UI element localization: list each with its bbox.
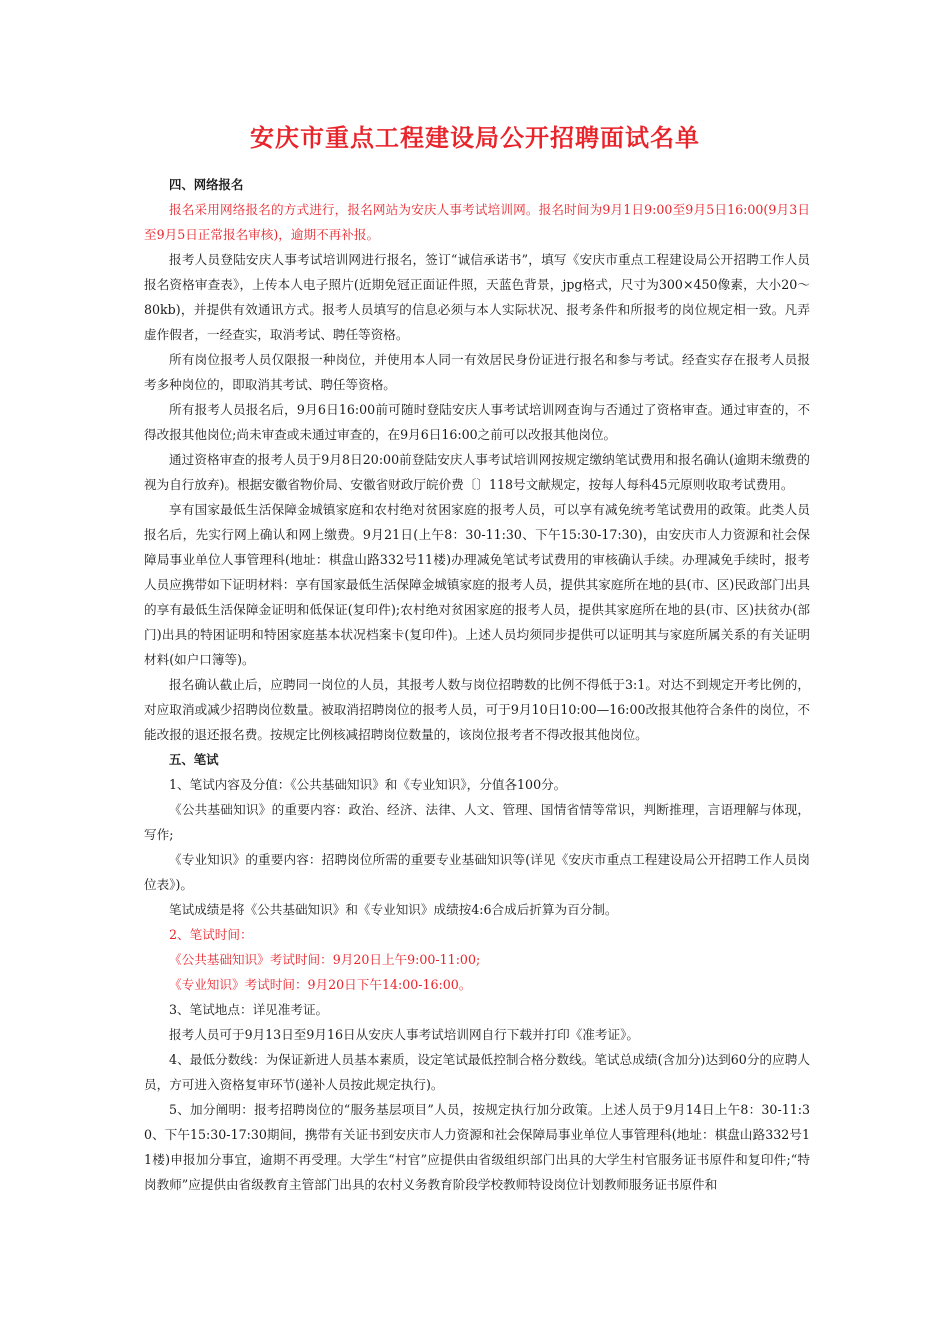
paragraph: 享有国家最低生活保障金城镇家庭和农村绝对贫困家庭的报考人员，可以享有减免统考笔试费用的政策。此类人员报名后，先实行网上确认和网上缴费。9月21日(上午8：30-11:30、下午15:30-17:30)，由安庆市人力资源和社会保障局事业单位人事管理科(地址：棋盘山路332号11楼)办理减免笔试考试费用的审核确认手续。办理减免手续时，报考人员应携带如下证明材料：享有国家最低生活保障金城镇家庭的报考人员，提供其家庭所在地的县(市、区)民政部门出具的享有最低生活保障金证明和低保证(复印件);农村绝对贫困家庭的报考人员，提供其家庭所在地的县(市、区)扶贫办(部门)出具的特困证明和特困家庭基本状况档案卡(复印件)。上述人员均须同步提供可以证明其与家庭所属关系的有关证明材料(如户口簿等)。 bbox=[144, 502, 810, 667]
paragraph: 《专业知识》的重要内容：招聘岗位所需的重要专业基础知识等(详见《安庆市重点工程建设局公开招聘工作人员岗位表》)。 bbox=[144, 852, 810, 892]
paragraph: 笔试成绩是将《公共基础知识》和《专业知识》成绩按4:6合成后折算为百分制。 bbox=[169, 902, 618, 917]
paragraph: 报名采用网络报名的方式进行，报名网站为安庆人事考试培训网。报名时间为9月1日9:00至9月5日16:00(9月3日至9月5日正常报名审核)，逾期不再补报。 bbox=[144, 202, 810, 242]
paragraph: 5、加分阐明：报考招聘岗位的“服务基层项目”人员，按规定执行加分政策。上述人员于9月14日上午8：30-11:30、下午15:30-17:30期间，携带有关证书到安庆市人力资源和社会保障局事业单位人事管理科(地址：棋盘山路332号11楼)申报加分事宜，逾期不再受理。大学生“村官”应提供由省级组织部门出具的大学生村官服务证书原件和复印件;“特岗教师”应提供由省级教育主管部门出具的农村义务教育阶段学校教师特设岗位计划教师服务证书原件和 bbox=[144, 1102, 810, 1192]
document-body bbox=[144, 172, 810, 1197]
page-title: 安庆市重点工程建设局公开招聘面试名单 bbox=[250, 123, 700, 152]
paragraph: 《专业知识》考试时间：9月20日下午14:00-16:00。 bbox=[169, 977, 472, 992]
paragraph: 《公共基础知识》的重要内容：政治、经济、法律、人文、管理、国情省情等常识，判断推理，言语理解与体现，写作; bbox=[144, 802, 810, 842]
paragraph: 4、最低分数线：为保证新进人员基本素质，设定笔试最低控制合格分数线。笔试总成绩(含加分)达到60分的应聘人员，方可进入资格复审环节(递补人员按此规定执行)。 bbox=[144, 1052, 810, 1092]
paragraph: 所有报考人员报名后，9月6日16:00前可随时登陆安庆人事考试培训网查询与否通过了资格审查。通过审查的，不得改报其他岗位;尚未审查或未通过审查的，在9月6日16:00之前可以改报其他岗位。 bbox=[144, 402, 810, 442]
section-heading: 五、笔试 bbox=[169, 752, 219, 767]
paragraph: 2、笔试时间： bbox=[169, 927, 253, 942]
paragraph: 《公共基础知识》考试时间：9月20日上午9:00-11:00; bbox=[169, 952, 481, 967]
paragraph: 1、笔试内容及分值：《公共基础知识》和《专业知识》，分值各100分。 bbox=[169, 777, 567, 792]
paragraph: 通过资格审查的报考人员于9月8日20:00前登陆安庆人事考试培训网按规定缴纳笔试费用和报名确认(逾期未缴费的视为自行放弃)。根据安徽省物价局、安徽省财政厅皖价费〔〕118号文献规定，按每人每科45元原则收取考试费用。 bbox=[144, 452, 810, 492]
paragraph: 所有岗位报考人员仅限报一种岗位，并使用本人同一有效居民身份证进行报名和参与考试。经查实存在报考人员报考多种岗位的，即取消其考试、聘任等资格。 bbox=[144, 352, 810, 392]
paragraph: 3、笔试地点：详见准考证。 bbox=[169, 1002, 329, 1017]
paragraph: 报名确认截止后，应聘同一岗位的人员，其报考人数与岗位招聘数的比例不得低于3:1。对达不到规定开考比例的，对应取消或减少招聘岗位数量。被取消招聘岗位的报考人员，可于9月10日10:00—16:00改报其他符合条件的岗位，不能改报的退还报名费。按规定比例核减招聘岗位数量的，该岗位报考者不得改报其他岗位。 bbox=[144, 677, 810, 742]
paragraph: 报考人员可于9月13日至9月16日从安庆人事考试培训网自行下载并打印《准考证》。 bbox=[169, 1027, 639, 1042]
paragraph: 报考人员登陆安庆人事考试培训网进行报名，签订“诚信承诺书”，填写《安庆市重点工程建设局公开招聘工作人员报名资格审查表》，上传本人电子照片(近期免冠正面证件照，天蓝色背景，jpg格式，尺寸为300×450像素，大小20～80kb)，并提供有效通讯方式。报考人员填写的信息必须与本人实际状况、报考条件和所报考的岗位规定相一致。凡弄虚作假者，一经查实，取消考试、聘任等资格。 bbox=[144, 252, 810, 342]
section-heading: 四、网络报名 bbox=[169, 177, 244, 192]
